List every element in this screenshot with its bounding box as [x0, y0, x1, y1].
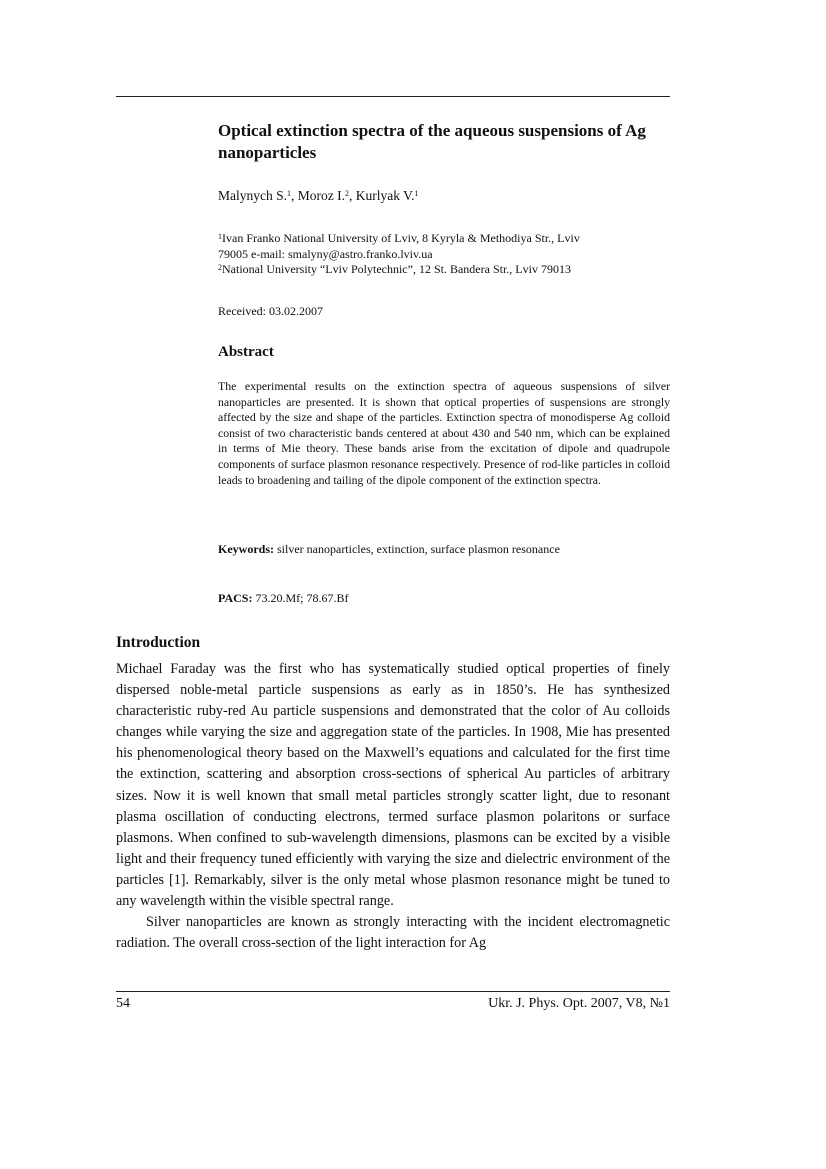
abstract-text: The experimental results on the extinction spectra of aqueous suspensions of silver nanoparticles are presented. It is shown that optical properties of suspensions are strongly affected by the size and shape of the particles. Extinction spectra of monodisperse Ag colloid consist of two characteristic bands centered at about 430 and 540 nm, which can be explained in terms of Mie theory. These bands arise from the excitation of dipole and quadrupole components of surface plasmon resonance respectively. Presence of rod-like particles in colloid leads to broadening and tailing of the dipole component of the extinction spectra.: [218, 379, 670, 487]
affiliation-line: [218, 262, 670, 278]
paragraph: Silver nanoparticles are known as strongly interacting with the incident electromagnetic radiation. The overall cross-section of the light interaction for Ag: [116, 914, 670, 952]
author-name: Kurlyak V.: [355, 188, 415, 203]
author-affiliation-mark: 1: [287, 189, 291, 198]
pacs-label: PACS:: [218, 591, 253, 605]
author-separator: ,: [291, 188, 298, 203]
affiliation-line: [218, 231, 670, 247]
author-name: Moroz I.: [297, 188, 345, 203]
author-affiliation-mark: 2: [345, 189, 349, 198]
keywords: [218, 541, 560, 557]
page-number: 54: [116, 996, 130, 1011]
journal-reference: Ukr. J. Phys. Opt. 2007, V8, №1: [488, 996, 670, 1011]
author-separator: ,: [349, 188, 356, 203]
affiliation-text: Ivan Franko National University of Lviv, 8 Kyryla & Methodiya Str., Lviv: [222, 231, 580, 245]
affiliations: [218, 231, 670, 278]
affiliation-text: 79005 e-mail: smalyny@astro.franko.lviv.ua: [218, 246, 433, 261]
affiliation-mark: 1: [218, 232, 222, 241]
pacs-codes: [218, 590, 348, 606]
author-list: [218, 187, 419, 205]
paragraph: Michael Faraday was the first who has systematically studied optical properties of finely dispersed noble-metal particle suspensions as early as in 1850’s. He has synthesized characteristic ruby-red Au particle suspensions and demonstrated that the color of Au colloids changes while varying the size and aggregation state of the particles. In 1908, Mie has presented his phenomenological theory based on the Maxwell’s equations and calculated for the first time the extinction, scattering and absorption cross-sections of spherical Au particles of arbitrary sizes. Now it is well known that small metal particles strongly scatter light, due to resonant plasma oscillation of conducting electrons, termed surface plasmon polaritons or surface plasmons. When confined to sub-wavelength dimensions, plasmons can be excited by a visible light and their frequency tuned efficiently with varying the size and dielectric environment of the particles [1]. Remarkably, silver is the only metal whose plasmon resonance might be tuned to any wavelength within the visible spectral range.: [116, 661, 670, 910]
header-rule: [116, 96, 670, 97]
section-heading-introduction: Introduction: [116, 634, 201, 651]
pacs-text: 73.20.Mf; 78.67.Bf: [252, 591, 349, 605]
introduction-body: [116, 659, 670, 954]
affiliation-text: National University “Lviv Polytechnic”, 12 St. Bandera Str., Lviv 79013: [222, 262, 571, 276]
author-name: Malynych S.: [218, 188, 287, 203]
abstract-heading: Abstract: [218, 344, 274, 360]
paper-title: Optical extinction spectra of the aqueous suspensions of Ag nanoparticles: [218, 121, 646, 162]
affiliation-line: [218, 247, 670, 263]
affiliation-mark: 2: [218, 263, 222, 272]
author-affiliation-mark: 1: [414, 189, 419, 198]
footer-rule: [116, 991, 670, 992]
keywords-text: silver nanoparticles, extinction, surface plasmon resonance: [274, 542, 560, 556]
received-date: Received: 03.02.2007: [218, 304, 323, 318]
keywords-label: Keywords:: [218, 542, 274, 556]
